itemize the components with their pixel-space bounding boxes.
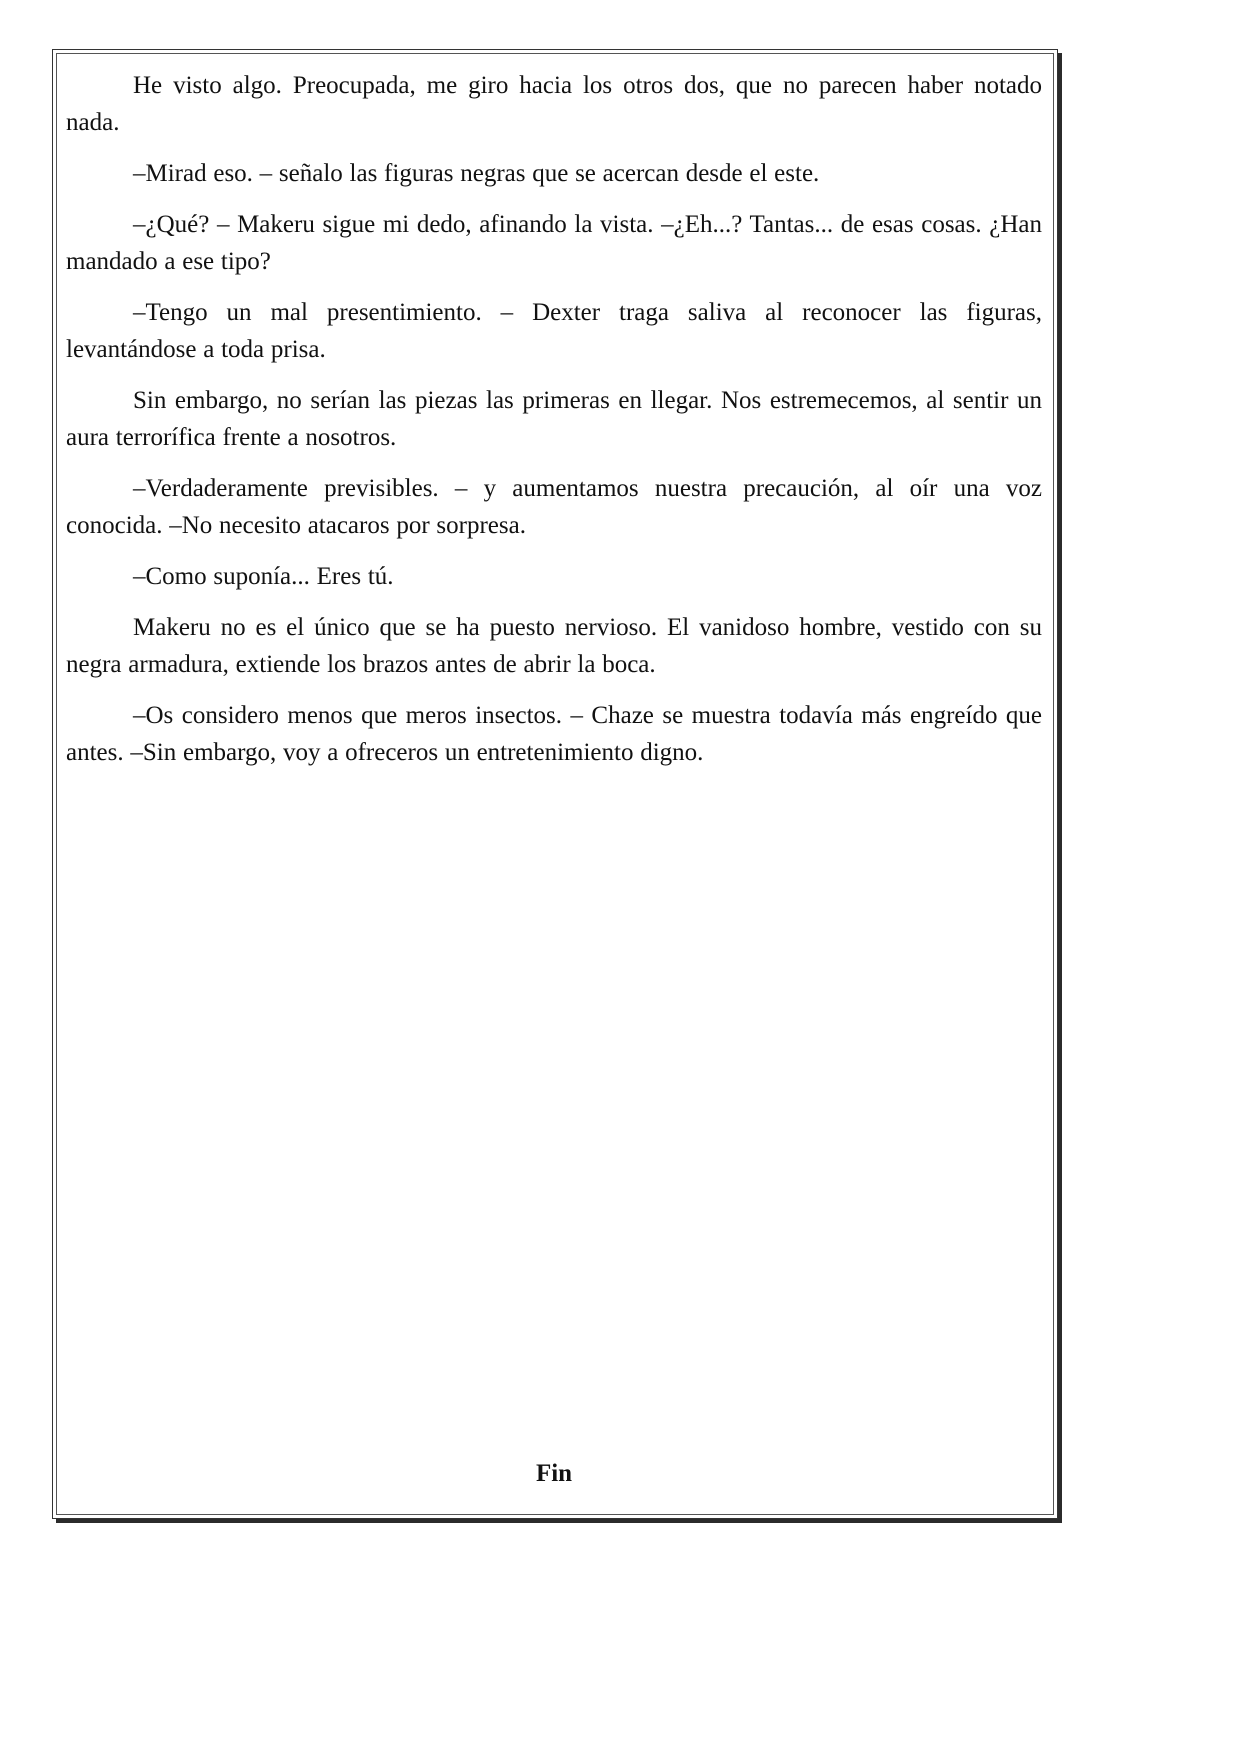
paragraph: –Os considero menos que meros insectos. – Chaze se muestra todavía más engreído que antes. –Sin embargo, voy a ofreceros un entretenimiento digno.: [66, 702, 1042, 766]
paragraph: Makeru no es el único que se ha puesto nervioso. El vanidoso hombre, vestido con su negra armadura, extiende los brazos antes de abrir la boca.: [66, 614, 1042, 678]
paragraph: Sin embargo, no serían las piezas las primeras en llegar. Nos estremecemos, al sentir un aura terrorífica frente a nosotros.: [66, 387, 1042, 451]
paragraph: He visto algo. Preocupada, me giro hacia los otros dos, que no parecen haber notado nada.: [66, 72, 1042, 136]
document-body: [66, 67, 1042, 785]
paragraph: –Como suponía... Eres tú.: [133, 563, 394, 590]
paragraph: –Tengo un mal presentimiento. – Dexter traga saliva al reconocer las figuras, levantándose a toda prisa.: [66, 299, 1042, 363]
paragraph: –¿Qué? – Makeru sigue mi dedo, afinando la vista. –¿Eh...? Tantas... de esas cosas. ¿Han mandado a ese tipo?: [66, 211, 1042, 275]
paragraph: –Verdaderamente previsibles. – y aumentamos nuestra precaución, al oír una voz conocida. –No necesito atacaros por sorpresa.: [66, 475, 1042, 539]
paragraph: –Mirad eso. – señalo las figuras negras que se acercan desde el este.: [133, 160, 820, 187]
closing-word: Fin: [535, 1460, 573, 1487]
